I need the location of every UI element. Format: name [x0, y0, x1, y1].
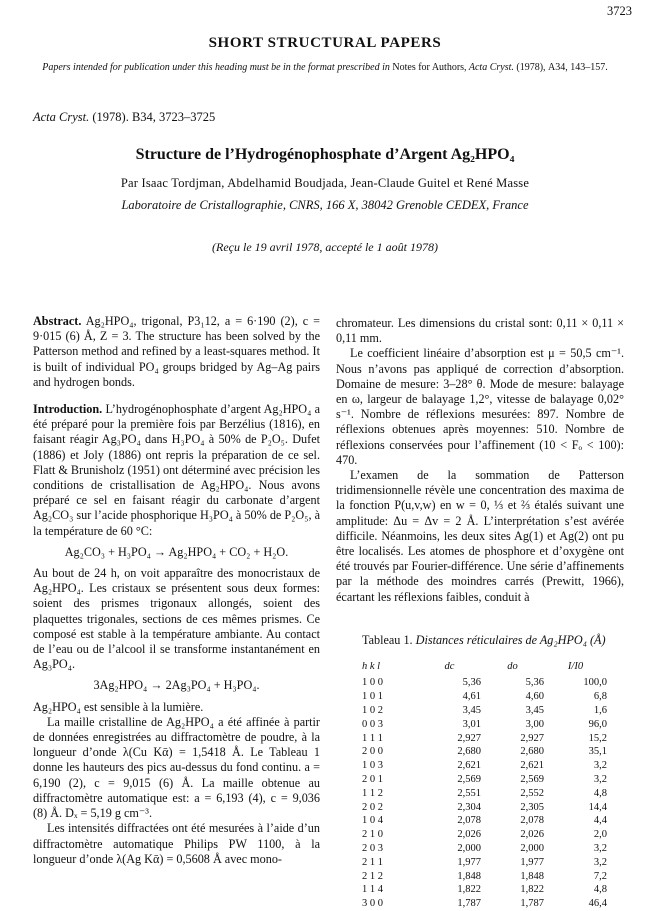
introduction-label: Introduction. — [33, 402, 103, 417]
do-cell: 3,45 — [525, 704, 544, 716]
hkl-cell: 2 0 3 — [362, 842, 383, 854]
section-note-text: Papers intended for publication under this heading must be in the format prescribed in — [42, 62, 390, 73]
do-cell: 3,00 — [525, 718, 544, 730]
dc-cell: 2,621 — [457, 760, 481, 772]
intensity-cell: 3,2 — [593, 856, 607, 868]
intensity-cell: 7,2 — [593, 870, 607, 882]
do-cell: 2,305 — [520, 801, 544, 813]
hkl-cell: 1 1 1 — [362, 732, 383, 744]
table-header-intensity: I/I0 — [567, 660, 584, 672]
do-cell: 1,822 — [520, 884, 544, 896]
right-paragraph-3: L’examen de la sommation de Patterson tridimensionnelle révèle une concentration des maxima de la fonction P(u,v,w) en w = 0, ⅓ et ⅔ étalés suivant une amplitude: Δu = Δv = 2 Å. L’interprétation s’est avérée difficile. Néanmoins, les deux sites Ag(1) et Ag(2) ont pu être localisés. Les atomes de phosphore et d’oxygène ont été trouvés par Fourier-différence. Une série d’affinements par la méthode des moindres carrés (Prewitt, 1966), écartant les réflexions faibles, conduit à — [336, 468, 624, 604]
do-cell: 2,569 — [520, 773, 544, 785]
table-row — [360, 704, 607, 718]
table-label: Tableau 1. — [362, 633, 413, 647]
introduction-paragraph-3: Ag₂HPO₄ est sensible à la lumière. — [33, 699, 204, 714]
table-header-do: do — [507, 660, 518, 672]
dc-cell: 2,078 — [457, 815, 481, 827]
affiliation: Laboratoire de Cristallographie, CNRS, 166 X, 38042 Grenoble CEDEX, France — [121, 198, 529, 212]
do-cell: 4,60 — [525, 691, 544, 703]
intensity-cell: 15,2 — [588, 732, 607, 744]
table-body — [360, 676, 607, 911]
table-header-hkl: h k l — [362, 660, 381, 672]
hkl-cell: 3 0 0 — [362, 898, 383, 910]
intensity-cell: 4,4 — [593, 815, 607, 827]
table-row — [360, 814, 607, 828]
table-row — [360, 855, 607, 869]
intensity-cell: 46,4 — [588, 898, 607, 910]
intensity-cell: 4,8 — [593, 884, 607, 896]
paper-title: Structure de l’Hydrogénophosphate d’Argent Ag₂HPO₄ — [135, 146, 515, 163]
received-date: (Reçu le 19 avril 1978, accepté le 1 août 1978) — [212, 240, 438, 254]
dc-cell: 5,36 — [462, 677, 481, 689]
dc-cell: 2,927 — [457, 732, 481, 744]
table-caption — [362, 633, 606, 648]
dc-cell: 2,304 — [457, 801, 481, 813]
equation-1: Ag₂CO₃ + H₃PO₄ → Ag₂HPO₄ + CO₂ + H₂O. — [64, 544, 289, 559]
left-column — [33, 314, 320, 867]
right-column — [336, 316, 624, 605]
equation-2: 3Ag₂HPO₄ → 2Ag₃PO₄ + H₃PO₄. — [93, 678, 260, 693]
table-row — [360, 786, 607, 800]
table-row — [360, 773, 607, 787]
section-note-ref-pages: A34, 143–157. — [548, 62, 608, 73]
intensity-cell: 3,2 — [593, 760, 607, 772]
hkl-cell: 2 1 2 — [362, 870, 383, 882]
table-row — [360, 828, 607, 842]
hkl-cell: 2 0 0 — [362, 746, 383, 758]
citation-rest: (1978). B34, 3723–3725 — [92, 110, 216, 124]
dc-cell: 1,787 — [457, 898, 481, 910]
abstract-text: Ag₂HPO₄, trigonal, P3₁12, a = 6·190 (2), c = 9·015 (6) Å, Z = 3. The structure has been solved by the Patterson method and refined by a least-squares method. It is built of individual PO₄ groups bridged by Ag–Ag pairs and hydrogen bonds. — [33, 314, 321, 389]
right-paragraph-2: Le coefficient linéaire d’absorption est μ = 50,5 cm⁻¹. Nous n’avons pas appliqué de correction d’absorption. Domaine de mesure: 3–28° θ. Mode de mesure: balayage en ω, largeur de balayage 1,2°, vitesse de balayage 0,02° s⁻¹. Nombre de réflexions mesurées: 897. Nombre de réflexions obtenues après moyennes: 510. Nombre de réflexions conservées pour l’affinement (10 < Fₒ < 100): 470. — [336, 346, 624, 467]
right-paragraph-1: chromateur. Les dimensions du cristal sont: 0,11 × 0,11 × 0,11 mm. — [336, 316, 624, 346]
intensity-cell: 2,0 — [593, 829, 607, 841]
hkl-cell: 1 0 4 — [362, 815, 383, 827]
dc-cell: 1,977 — [457, 856, 481, 868]
dc-cell: 2,680 — [457, 746, 481, 758]
dc-cell: 2,026 — [457, 829, 481, 841]
dc-cell: 3,01 — [462, 718, 481, 730]
hkl-cell: 1 0 0 — [362, 677, 383, 689]
intensity-cell: 100,0 — [583, 677, 607, 689]
introduction-paragraph-5: Les intensités diffractées ont été mesurées à l’aide d’un diffractomètre automatique Philips PW 1100, à la longueur d’onde λ(Ag Kᾱ) = 0,5608 Å avec mono- — [33, 821, 320, 866]
intensity-cell: 35,1 — [588, 746, 607, 758]
table-row — [360, 800, 607, 814]
table-row — [360, 883, 607, 897]
do-cell: 2,680 — [520, 746, 544, 758]
diffraction-table — [360, 656, 607, 911]
table-caption-text: Distances réticulaires de Ag₂HPO₄ (Å) — [415, 633, 606, 647]
intensity-cell: 4,8 — [593, 787, 607, 799]
do-cell: 2,000 — [520, 842, 544, 854]
intensity-cell: 14,4 — [588, 801, 607, 813]
dc-cell: 2,551 — [457, 787, 481, 799]
hkl-cell: 2 1 0 — [362, 829, 383, 841]
dc-cell: 1,822 — [457, 884, 481, 896]
hkl-cell: 1 0 3 — [362, 760, 383, 772]
hkl-cell: 1 1 2 — [362, 787, 383, 799]
hkl-cell: 2 1 1 — [362, 856, 383, 868]
hkl-cell: 2 0 2 — [362, 801, 383, 813]
introduction-paragraph-4: La maille cristalline de Ag₂HPO₄ a été affinée à partir de données enregistrées au diffractomètre de poudre, à la longueur d’onde λ(Cu Kᾱ) = 1,5418 Å. Le Tableau 1 donne les hauteurs des pics au-dessus du fond continu. a = 6,190 (2), c = 9,015 (6) Å. La maille obtenue au diffractomètre automatique est: a = 6,193 (4), c = 9,036 (8) Å. Dₓ = 5,19 g cm⁻³. — [33, 714, 320, 821]
introduction-paragraph-2: Au bout de 24 h, on voit apparaître des monocristaux de Ag₂HPO₄. Les cristaux se présentent sous deux formes: soient des prismes trigonaux allongés, soient des plaquettes trigonales, sections de ces mêmes prismes. Ce composé est stable à la température ambiante. Au contact de l’eau ou de l’alcool il se transforme instantanément en Ag₃PO₄. — [33, 566, 320, 672]
dc-cell: 1,848 — [457, 870, 481, 882]
intensity-cell: 3,2 — [593, 842, 607, 854]
page-number: 3723 — [607, 4, 632, 18]
table-row — [360, 745, 607, 759]
do-cell: 1,977 — [520, 856, 544, 868]
intensity-cell: 1,6 — [593, 704, 607, 716]
intensity-cell: 96,0 — [588, 718, 607, 730]
do-cell: 2,026 — [520, 829, 544, 841]
dc-cell: 2,569 — [457, 773, 481, 785]
section-note — [0, 60, 650, 75]
do-cell: 2,078 — [520, 815, 544, 827]
abstract — [33, 314, 320, 390]
authors: Par Isaac Tordjman, Abdelhamid Boudjada, Jean-Claude Guitel et René Masse — [120, 176, 530, 190]
do-cell: 1,787 — [520, 898, 544, 910]
intensity-cell: 6,8 — [593, 691, 607, 703]
do-cell: 2,621 — [520, 760, 544, 772]
intensity-cell: 3,2 — [593, 773, 607, 785]
introduction-paragraph-1 — [33, 402, 320, 539]
do-cell: 2,552 — [520, 787, 544, 799]
table-row — [360, 731, 607, 745]
citation-journal: Acta Cryst. — [33, 110, 90, 124]
table-row — [360, 690, 607, 704]
hkl-cell: 0 0 3 — [362, 718, 383, 730]
table-row — [360, 869, 607, 883]
section-note-ref-journal: Acta Cryst. — [468, 62, 514, 73]
table-row — [360, 842, 607, 856]
table-row — [360, 717, 607, 731]
hkl-cell: 1 0 2 — [362, 704, 383, 716]
table-header-row — [360, 656, 607, 676]
table-row — [360, 897, 607, 911]
do-cell: 1,848 — [520, 870, 544, 882]
dc-cell: 2,000 — [457, 842, 481, 854]
dc-cell: 4,61 — [462, 691, 481, 703]
hkl-cell: 1 0 1 — [362, 691, 383, 703]
abstract-label: Abstract. — [33, 314, 82, 328]
table-row — [360, 676, 607, 690]
do-cell: 2,927 — [520, 732, 544, 744]
hkl-cell: 2 0 1 — [362, 773, 383, 785]
table-row — [360, 759, 607, 773]
do-cell: 5,36 — [525, 677, 544, 689]
table-header-dc: dc — [444, 660, 455, 672]
section-note-ref-plain: Notes for Authors, — [392, 62, 467, 73]
introduction-text-1: L’hydrogénophosphate d’argent Ag₂HPO₄ a été préparé pour la première fois par Berzélius (1816), en faisant réagir Ag₃PO₄ dans H₃PO₄ à 50% de P₂O₅. Dufet (1886) et Joly (1886) ont repris la préparation de ce sel. Flatt & Brunisholz (1951) ont déterminé avec précision les conditions de cristallisation de Ag₂HPO₄. Nous avons préparé ce sel en faisant réagir du carbonate d’argent Ag₂CO₃ sur l’acide phosphorique H₃PO₄ à 50% de P₂O₅, à la température de 60 °C: — [33, 402, 321, 538]
section-note-ref-year: (1978), — [516, 62, 546, 73]
dc-cell: 3,45 — [462, 704, 481, 716]
citation — [33, 110, 215, 125]
section-heading: SHORT STRUCTURAL PAPERS — [208, 35, 442, 51]
hkl-cell: 1 1 4 — [362, 884, 383, 896]
